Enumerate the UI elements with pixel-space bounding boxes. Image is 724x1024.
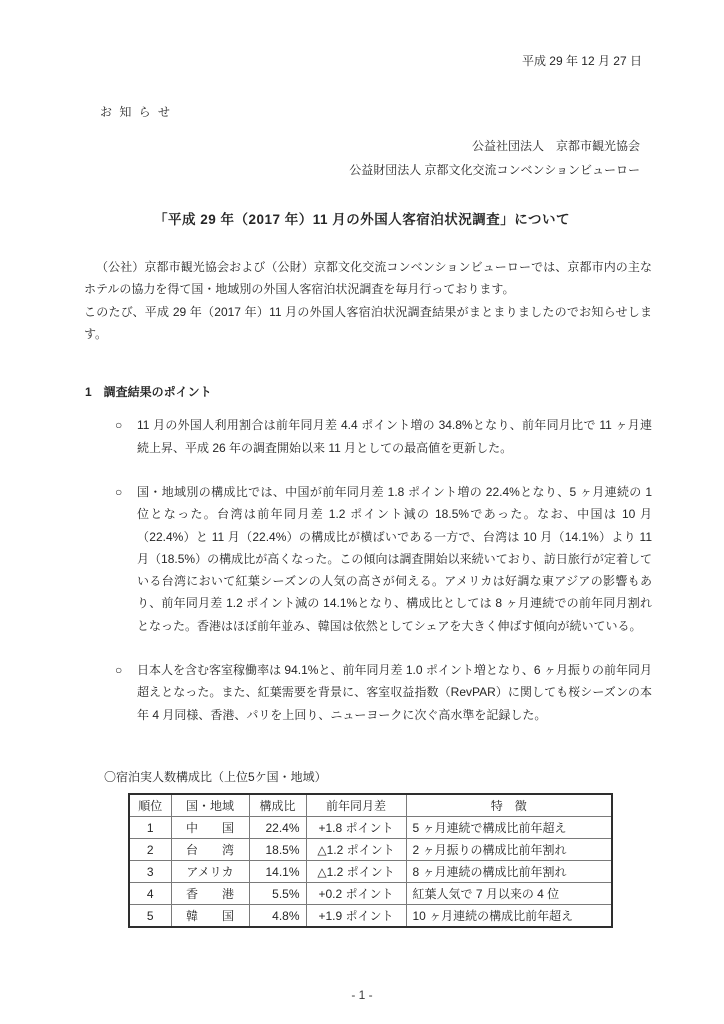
yoy-diff-cell: +1.9 ポイント	[306, 905, 406, 928]
feature-cell: 紅葉人気で 7 月以来の 4 位	[406, 883, 612, 905]
bullet-text: 11 月の外国人利用割合は前年同月差 4.4 ポイント増の 34.8%となり、前年同月比で 11 ヶ月連続上昇、平成 26 年の調査開始以来 11 月としての最高値を更新した。	[137, 418, 652, 455]
issuer-block	[0, 134, 640, 182]
org-line-2: 公益財団法人 京都文化交流コンベンションビューロー	[349, 163, 640, 177]
bullet-text: 日本人を含む客室稼働率は 94.1%と、前年同月差 1.0 ポイント増となり、6 ヶ月振りの前年同月超えとなった。また、紅葉需要を背景に、客室収益指数（RevPAR）に関しても桜シーズンの本年 4 月同様、香港、パリを上回り、ニューヨークに次ぐ高水準を記録した。	[137, 663, 652, 722]
country-cell: 韓 国	[171, 905, 249, 928]
country-cell: 中 国	[171, 817, 249, 839]
table-row	[129, 839, 612, 861]
circle-bullet-icon: ○	[115, 484, 123, 499]
feature-cell: 5 ヶ月連続で構成比前年超え	[406, 817, 612, 839]
country-cell: 香 港	[171, 883, 249, 905]
yoy-diff-cell: △1.2 ポイント	[306, 839, 406, 861]
share-cell: 22.4%	[249, 817, 306, 839]
col-header-feature: 特 徴	[406, 794, 612, 817]
bullet-text: 国・地域別の構成比では、中国が前年同月差 1.8 ポイント増の 22.4%となり、5 ヶ月連続の 1 位となった。台湾は前年同月差 1.2 ポイント減の 18.5%であった。なお、中国は 10 月（22.4%）と 11 月（22.4%）の構成比が横ばいである一方で、台湾は 10 月（14.1%）より 11 月（18.5%）の構成比が高くなった。この傾向は調査開始以来続いており、訪日旅行が定着している台湾において紅葉シーズンの人気の高さが伺える。アメリカは好調な東アジアの影響もあり、前年同月差 1.2 ポイント減の 14.1%となり、構成比としては 8 ヶ月連続での前年同月割れとなった。香港はほぼ前年並み、韓国は依然としてシェアを大きく伸ばす傾向が続いている。	[137, 484, 652, 633]
intro-paragraph-2: このたび、平成 29 年（2017 年）11 月の外国人客宿泊状況調査結果がまとまりましたのでお知らせします。	[84, 304, 652, 341]
rank-cell: 5	[129, 905, 171, 928]
table-row	[129, 883, 612, 905]
yoy-diff-cell: △1.2 ポイント	[306, 861, 406, 883]
table-row	[129, 861, 612, 883]
bullet-item	[115, 414, 652, 459]
section-1-heading: 1 調査結果のポイント	[85, 385, 212, 400]
share-cell: 4.8%	[249, 905, 306, 928]
yoy-diff-cell: +0.2 ポイント	[306, 883, 406, 905]
intro-paragraph-1: （公社）京都市観光協会および（公財）京都文化交流コンベンションビューローでは、京都市内の主なホテルの協力を得て国・地域別の外国人客宿泊状況調査を毎月行っております。	[84, 260, 652, 297]
circle-bullet-icon: ○	[115, 418, 123, 433]
col-header-share: 構成比	[249, 794, 306, 817]
circle-bullet-icon: ○	[115, 663, 123, 678]
table-row	[129, 905, 612, 928]
rank-cell: 1	[129, 817, 171, 839]
share-cell: 18.5%	[249, 839, 306, 861]
page-title: 「平成 29 年（2017 年）11 月の外国人客宿泊状況調査」について	[153, 212, 571, 227]
bullet-item	[115, 481, 652, 637]
col-header-country: 国・地域	[171, 794, 249, 817]
share-cell: 14.1%	[249, 861, 306, 883]
col-header-yoy-diff: 前年同月差	[306, 794, 406, 817]
table-row	[129, 817, 612, 839]
yoy-diff-cell: +1.8 ポイント	[306, 817, 406, 839]
org-line-1: 公益社団法人 京都市観光協会	[471, 139, 640, 153]
page-number: - 1 -	[351, 988, 373, 1002]
stats-table	[128, 793, 613, 928]
table-header-row	[129, 794, 612, 817]
notice-label: お 知 ら せ	[100, 105, 173, 119]
bullet-item	[115, 659, 652, 726]
share-cell: 5.5%	[249, 883, 306, 905]
col-header-rank: 順位	[129, 794, 171, 817]
country-cell: 台 湾	[171, 839, 249, 861]
rank-cell: 3	[129, 861, 171, 883]
section-1-bullet-list	[115, 414, 652, 726]
feature-cell: 2 ヶ月振りの構成比前年割れ	[406, 839, 612, 861]
feature-cell: 10 ヶ月連続の構成比前年超え	[406, 905, 612, 928]
table-caption: 〇宿泊実人数構成比（上位5ケ国・地域）	[104, 770, 327, 784]
rank-cell: 4	[129, 883, 171, 905]
date-line: 平成 29 年 12 月 27 日	[521, 54, 642, 68]
rank-cell: 2	[129, 839, 171, 861]
country-cell: アメリカ	[171, 861, 249, 883]
feature-cell: 8 ヶ月連続の構成比前年割れ	[406, 861, 612, 883]
